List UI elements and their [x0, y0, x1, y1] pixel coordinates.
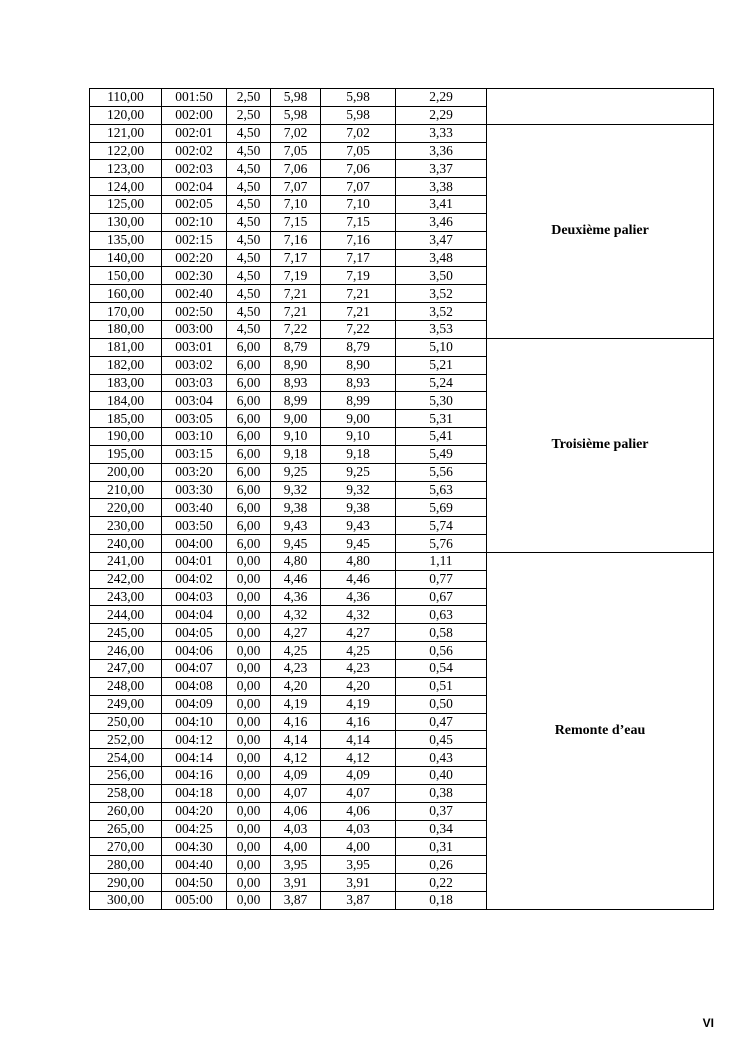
level-cell: 4,46: [271, 570, 321, 588]
drawdown-cell: 2,29: [396, 89, 487, 107]
drawdown-cell: 0,34: [396, 820, 487, 838]
level2-cell: 7,15: [321, 213, 396, 231]
drawdown-cell: 0,38: [396, 784, 487, 802]
time-cell: 004:30: [162, 838, 227, 856]
level2-cell: 7,10: [321, 196, 396, 214]
depth-cell: 250,00: [90, 713, 162, 731]
level2-cell: 9,32: [321, 481, 396, 499]
table-row: [90, 124, 714, 142]
depth-cell: 125,00: [90, 196, 162, 214]
drawdown-cell: 5,24: [396, 374, 487, 392]
depth-cell: 290,00: [90, 874, 162, 892]
flow-cell: 4,50: [227, 124, 271, 142]
table-row: [90, 552, 714, 570]
level2-cell: 9,38: [321, 499, 396, 517]
level-cell: 7,22: [271, 320, 321, 338]
level2-cell: 3,87: [321, 891, 396, 909]
level2-cell: 4,16: [321, 713, 396, 731]
level2-cell: 9,10: [321, 428, 396, 446]
depth-cell: 120,00: [90, 106, 162, 124]
depth-cell: 180,00: [90, 320, 162, 338]
drawdown-cell: 0,26: [396, 856, 487, 874]
table-body: [90, 89, 714, 910]
drawdown-cell: 0,31: [396, 838, 487, 856]
drawdown-cell: 3,52: [396, 285, 487, 303]
time-cell: 004:50: [162, 874, 227, 892]
flow-cell: 6,00: [227, 481, 271, 499]
level2-cell: 7,02: [321, 124, 396, 142]
drawdown-cell: 0,37: [396, 802, 487, 820]
level-cell: 7,05: [271, 142, 321, 160]
time-cell: 004:09: [162, 695, 227, 713]
flow-cell: 6,00: [227, 410, 271, 428]
level2-cell: 7,17: [321, 249, 396, 267]
time-cell: 003:05: [162, 410, 227, 428]
time-cell: 004:08: [162, 677, 227, 695]
drawdown-cell: 3,52: [396, 303, 487, 321]
drawdown-cell: 0,22: [396, 874, 487, 892]
level-cell: 4,19: [271, 695, 321, 713]
level2-cell: 4,07: [321, 784, 396, 802]
drawdown-cell: 0,56: [396, 642, 487, 660]
time-cell: 004:14: [162, 749, 227, 767]
level2-cell: 9,25: [321, 463, 396, 481]
level2-cell: 4,25: [321, 642, 396, 660]
time-cell: 004:02: [162, 570, 227, 588]
level2-cell: 4,09: [321, 767, 396, 785]
depth-cell: 246,00: [90, 642, 162, 660]
level2-cell: 9,43: [321, 517, 396, 535]
level2-cell: 4,06: [321, 802, 396, 820]
flow-cell: 6,00: [227, 445, 271, 463]
drawdown-cell: 3,47: [396, 231, 487, 249]
level-cell: 4,09: [271, 767, 321, 785]
time-cell: 003:30: [162, 481, 227, 499]
drawdown-cell: 3,37: [396, 160, 487, 178]
level2-cell: 9,00: [321, 410, 396, 428]
flow-cell: 6,00: [227, 392, 271, 410]
drawdown-cell: 3,33: [396, 124, 487, 142]
depth-cell: 130,00: [90, 213, 162, 231]
time-cell: 003:02: [162, 356, 227, 374]
flow-cell: 0,00: [227, 731, 271, 749]
time-cell: 004:18: [162, 784, 227, 802]
flow-cell: 4,50: [227, 231, 271, 249]
level2-cell: 4,80: [321, 552, 396, 570]
level-cell: 9,32: [271, 481, 321, 499]
level-cell: 4,23: [271, 660, 321, 678]
depth-cell: 182,00: [90, 356, 162, 374]
depth-cell: 150,00: [90, 267, 162, 285]
phase-label: Troisième palier: [487, 338, 714, 552]
depth-cell: 245,00: [90, 624, 162, 642]
level-cell: 4,20: [271, 677, 321, 695]
flow-cell: 0,00: [227, 570, 271, 588]
level-cell: 4,06: [271, 802, 321, 820]
level-cell: 7,06: [271, 160, 321, 178]
drawdown-cell: 0,51: [396, 677, 487, 695]
drawdown-cell: 5,69: [396, 499, 487, 517]
level-cell: 7,19: [271, 267, 321, 285]
flow-cell: 6,00: [227, 517, 271, 535]
level-cell: 8,79: [271, 338, 321, 356]
level-cell: 7,10: [271, 196, 321, 214]
level-cell: 7,16: [271, 231, 321, 249]
drawdown-cell: 5,49: [396, 445, 487, 463]
level2-cell: 7,21: [321, 303, 396, 321]
drawdown-cell: 3,41: [396, 196, 487, 214]
time-cell: 004:16: [162, 767, 227, 785]
flow-cell: 0,00: [227, 802, 271, 820]
flow-cell: 4,50: [227, 142, 271, 160]
time-cell: 003:03: [162, 374, 227, 392]
level-cell: 7,21: [271, 303, 321, 321]
level-cell: 4,25: [271, 642, 321, 660]
flow-cell: 0,00: [227, 767, 271, 785]
level2-cell: 4,27: [321, 624, 396, 642]
level2-cell: 8,99: [321, 392, 396, 410]
level2-cell: 4,46: [321, 570, 396, 588]
flow-cell: 0,00: [227, 749, 271, 767]
level2-cell: 8,93: [321, 374, 396, 392]
level2-cell: 8,90: [321, 356, 396, 374]
level2-cell: 3,91: [321, 874, 396, 892]
level-cell: 8,99: [271, 392, 321, 410]
depth-cell: 243,00: [90, 588, 162, 606]
drawdown-cell: 1,11: [396, 552, 487, 570]
level-cell: 4,00: [271, 838, 321, 856]
drawdown-cell: 5,21: [396, 356, 487, 374]
time-cell: 004:10: [162, 713, 227, 731]
time-cell: 002:05: [162, 196, 227, 214]
flow-cell: 2,50: [227, 89, 271, 107]
flow-cell: 6,00: [227, 499, 271, 517]
depth-cell: 247,00: [90, 660, 162, 678]
depth-cell: 123,00: [90, 160, 162, 178]
depth-cell: 248,00: [90, 677, 162, 695]
flow-cell: 0,00: [227, 642, 271, 660]
flow-cell: 6,00: [227, 356, 271, 374]
time-cell: 003:40: [162, 499, 227, 517]
flow-cell: 4,50: [227, 303, 271, 321]
page-number: VI: [702, 1016, 714, 1030]
depth-cell: 270,00: [90, 838, 162, 856]
drawdown-cell: 0,18: [396, 891, 487, 909]
level-cell: 7,21: [271, 285, 321, 303]
depth-cell: 241,00: [90, 552, 162, 570]
drawdown-cell: 5,30: [396, 392, 487, 410]
level2-cell: 4,12: [321, 749, 396, 767]
level2-cell: 7,21: [321, 285, 396, 303]
depth-cell: 230,00: [90, 517, 162, 535]
drawdown-cell: 0,43: [396, 749, 487, 767]
data-table: [89, 88, 714, 910]
time-cell: 005:00: [162, 891, 227, 909]
flow-cell: 6,00: [227, 338, 271, 356]
drawdown-cell: 3,53: [396, 320, 487, 338]
level-cell: 5,98: [271, 89, 321, 107]
depth-cell: 300,00: [90, 891, 162, 909]
time-cell: 004:12: [162, 731, 227, 749]
level2-cell: 4,23: [321, 660, 396, 678]
depth-cell: 242,00: [90, 570, 162, 588]
depth-cell: 181,00: [90, 338, 162, 356]
level-cell: 4,07: [271, 784, 321, 802]
flow-cell: 6,00: [227, 463, 271, 481]
level-cell: 4,03: [271, 820, 321, 838]
flow-cell: 0,00: [227, 874, 271, 892]
time-cell: 004:00: [162, 535, 227, 553]
level-cell: 8,90: [271, 356, 321, 374]
level-cell: 9,18: [271, 445, 321, 463]
flow-cell: 6,00: [227, 374, 271, 392]
level2-cell: 7,05: [321, 142, 396, 160]
drawdown-cell: 5,76: [396, 535, 487, 553]
flow-cell: 0,00: [227, 677, 271, 695]
drawdown-cell: 0,67: [396, 588, 487, 606]
depth-cell: 195,00: [90, 445, 162, 463]
depth-cell: 183,00: [90, 374, 162, 392]
level2-cell: 5,98: [321, 106, 396, 124]
level-cell: 9,43: [271, 517, 321, 535]
depth-cell: 124,00: [90, 178, 162, 196]
depth-cell: 160,00: [90, 285, 162, 303]
depth-cell: 244,00: [90, 606, 162, 624]
drawdown-cell: 2,29: [396, 106, 487, 124]
level2-cell: 7,06: [321, 160, 396, 178]
drawdown-cell: 5,31: [396, 410, 487, 428]
time-cell: 002:02: [162, 142, 227, 160]
depth-cell: 240,00: [90, 535, 162, 553]
time-cell: 002:15: [162, 231, 227, 249]
time-cell: 004:40: [162, 856, 227, 874]
drawdown-cell: 5,56: [396, 463, 487, 481]
time-cell: 004:04: [162, 606, 227, 624]
flow-cell: 0,00: [227, 588, 271, 606]
time-cell: 002:03: [162, 160, 227, 178]
level2-cell: 4,32: [321, 606, 396, 624]
flow-cell: 0,00: [227, 552, 271, 570]
level-cell: 4,14: [271, 731, 321, 749]
flow-cell: 0,00: [227, 784, 271, 802]
drawdown-cell: 5,41: [396, 428, 487, 446]
time-cell: 003:50: [162, 517, 227, 535]
time-cell: 004:20: [162, 802, 227, 820]
depth-cell: 252,00: [90, 731, 162, 749]
depth-cell: 200,00: [90, 463, 162, 481]
flow-cell: 4,50: [227, 249, 271, 267]
level-cell: 7,07: [271, 178, 321, 196]
depth-cell: 185,00: [90, 410, 162, 428]
time-cell: 002:00: [162, 106, 227, 124]
level-cell: 4,16: [271, 713, 321, 731]
table-row: [90, 89, 714, 107]
depth-cell: 256,00: [90, 767, 162, 785]
flow-cell: 4,50: [227, 320, 271, 338]
flow-cell: 0,00: [227, 624, 271, 642]
drawdown-cell: 5,63: [396, 481, 487, 499]
flow-cell: 4,50: [227, 160, 271, 178]
depth-cell: 135,00: [90, 231, 162, 249]
level-cell: 8,93: [271, 374, 321, 392]
level2-cell: 9,45: [321, 535, 396, 553]
level-cell: 4,80: [271, 552, 321, 570]
drawdown-cell: 3,50: [396, 267, 487, 285]
flow-cell: 4,50: [227, 178, 271, 196]
flow-cell: 6,00: [227, 428, 271, 446]
depth-cell: 184,00: [90, 392, 162, 410]
level-cell: 7,15: [271, 213, 321, 231]
drawdown-cell: 0,58: [396, 624, 487, 642]
level2-cell: 4,00: [321, 838, 396, 856]
level2-cell: 4,03: [321, 820, 396, 838]
level2-cell: 4,14: [321, 731, 396, 749]
drawdown-cell: 0,40: [396, 767, 487, 785]
time-cell: 002:01: [162, 124, 227, 142]
depth-cell: 110,00: [90, 89, 162, 107]
drawdown-cell: 5,10: [396, 338, 487, 356]
drawdown-cell: 5,74: [396, 517, 487, 535]
phase-label: [487, 89, 714, 125]
phase-label: Remonte d’eau: [487, 552, 714, 909]
time-cell: 001:50: [162, 89, 227, 107]
flow-cell: 0,00: [227, 891, 271, 909]
level2-cell: 7,19: [321, 267, 396, 285]
depth-cell: 140,00: [90, 249, 162, 267]
drawdown-cell: 0,47: [396, 713, 487, 731]
level2-cell: 4,20: [321, 677, 396, 695]
level2-cell: 8,79: [321, 338, 396, 356]
level-cell: 4,36: [271, 588, 321, 606]
level-cell: 3,87: [271, 891, 321, 909]
drawdown-cell: 0,45: [396, 731, 487, 749]
level-cell: 3,91: [271, 874, 321, 892]
level2-cell: 9,18: [321, 445, 396, 463]
drawdown-cell: 3,46: [396, 213, 487, 231]
flow-cell: 4,50: [227, 196, 271, 214]
level2-cell: 3,95: [321, 856, 396, 874]
level-cell: 9,00: [271, 410, 321, 428]
depth-cell: 121,00: [90, 124, 162, 142]
table-row: [90, 338, 714, 356]
time-cell: 004:07: [162, 660, 227, 678]
level-cell: 7,17: [271, 249, 321, 267]
drawdown-cell: 0,54: [396, 660, 487, 678]
phase-label: Deuxième palier: [487, 124, 714, 338]
time-cell: 004:05: [162, 624, 227, 642]
drawdown-cell: 3,36: [396, 142, 487, 160]
level2-cell: 5,98: [321, 89, 396, 107]
flow-cell: 0,00: [227, 660, 271, 678]
drawdown-cell: 0,50: [396, 695, 487, 713]
time-cell: 003:20: [162, 463, 227, 481]
level-cell: 4,27: [271, 624, 321, 642]
level2-cell: 7,16: [321, 231, 396, 249]
time-cell: 003:00: [162, 320, 227, 338]
drawdown-cell: 3,48: [396, 249, 487, 267]
depth-cell: 280,00: [90, 856, 162, 874]
flow-cell: 0,00: [227, 820, 271, 838]
level-cell: 3,95: [271, 856, 321, 874]
depth-cell: 190,00: [90, 428, 162, 446]
time-cell: 004:25: [162, 820, 227, 838]
time-cell: 004:03: [162, 588, 227, 606]
time-cell: 003:15: [162, 445, 227, 463]
depth-cell: 210,00: [90, 481, 162, 499]
level-cell: 5,98: [271, 106, 321, 124]
depth-cell: 258,00: [90, 784, 162, 802]
depth-cell: 260,00: [90, 802, 162, 820]
level-cell: 9,10: [271, 428, 321, 446]
level-cell: 4,12: [271, 749, 321, 767]
depth-cell: 249,00: [90, 695, 162, 713]
flow-cell: 0,00: [227, 695, 271, 713]
time-cell: 003:04: [162, 392, 227, 410]
flow-cell: 6,00: [227, 535, 271, 553]
flow-cell: 0,00: [227, 713, 271, 731]
time-cell: 002:30: [162, 267, 227, 285]
flow-cell: 2,50: [227, 106, 271, 124]
level2-cell: 7,22: [321, 320, 396, 338]
time-cell: 002:20: [162, 249, 227, 267]
flow-cell: 4,50: [227, 267, 271, 285]
time-cell: 004:01: [162, 552, 227, 570]
time-cell: 002:10: [162, 213, 227, 231]
flow-cell: 4,50: [227, 285, 271, 303]
flow-cell: 0,00: [227, 856, 271, 874]
time-cell: 002:50: [162, 303, 227, 321]
drawdown-cell: 0,63: [396, 606, 487, 624]
depth-cell: 254,00: [90, 749, 162, 767]
level-cell: 9,25: [271, 463, 321, 481]
level2-cell: 4,36: [321, 588, 396, 606]
level2-cell: 4,19: [321, 695, 396, 713]
level-cell: 7,02: [271, 124, 321, 142]
depth-cell: 220,00: [90, 499, 162, 517]
level-cell: 4,32: [271, 606, 321, 624]
time-cell: 002:40: [162, 285, 227, 303]
level-cell: 9,45: [271, 535, 321, 553]
time-cell: 004:06: [162, 642, 227, 660]
drawdown-cell: 3,38: [396, 178, 487, 196]
flow-cell: 0,00: [227, 606, 271, 624]
level-cell: 9,38: [271, 499, 321, 517]
flow-cell: 0,00: [227, 838, 271, 856]
level2-cell: 7,07: [321, 178, 396, 196]
time-cell: 002:04: [162, 178, 227, 196]
depth-cell: 122,00: [90, 142, 162, 160]
time-cell: 003:01: [162, 338, 227, 356]
depth-cell: 265,00: [90, 820, 162, 838]
flow-cell: 4,50: [227, 213, 271, 231]
drawdown-cell: 0,77: [396, 570, 487, 588]
time-cell: 003:10: [162, 428, 227, 446]
depth-cell: 170,00: [90, 303, 162, 321]
